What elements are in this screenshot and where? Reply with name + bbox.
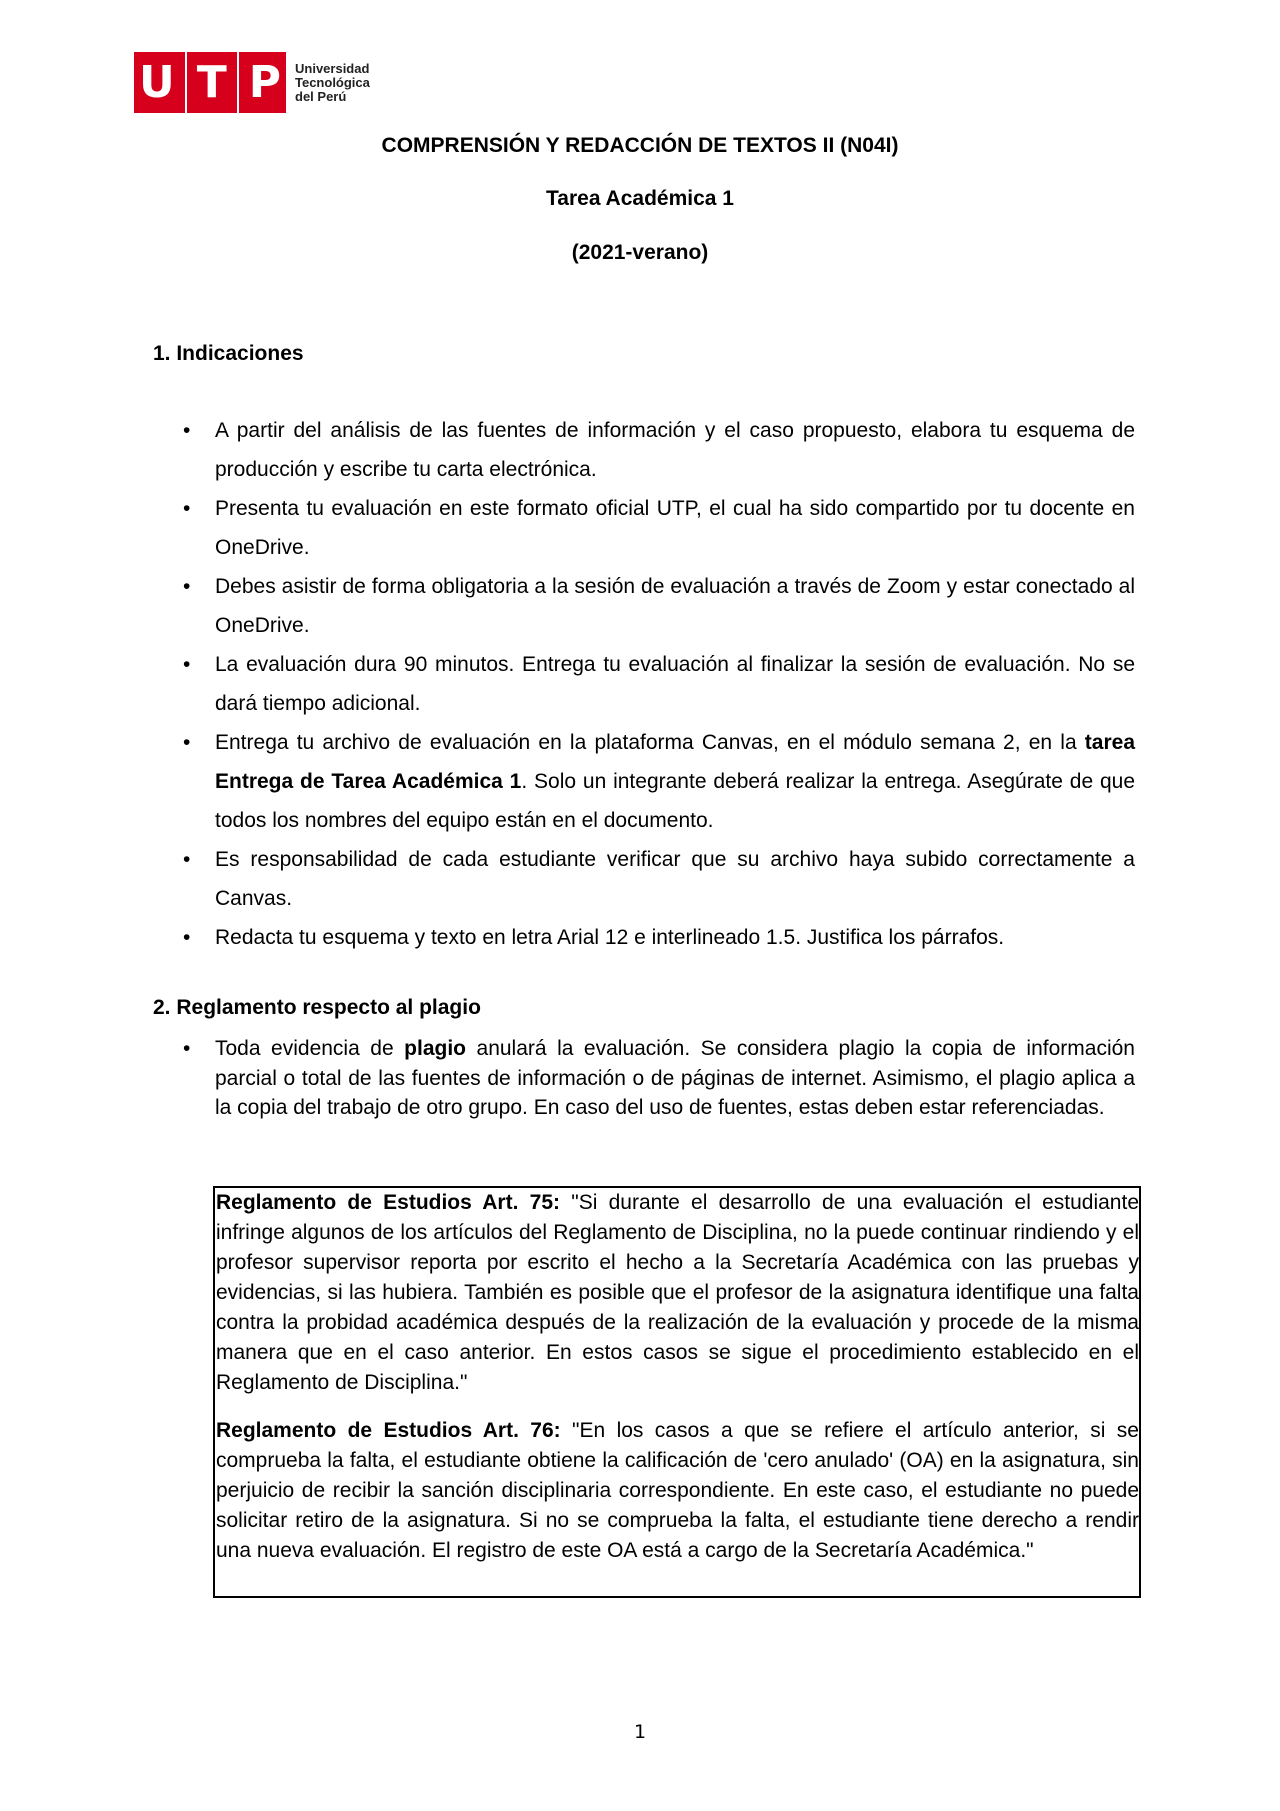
utp-logo-mark [134,52,286,113]
utp-logo-name [295,62,370,104]
indicaciones-list [153,411,1135,957]
article-text: "En los casos a que se refiere el artículo anterior, si se comprueba la falta, el estudiante obtiene la calificación de 'cero anulado' (OA) en la asignatura, sin perjuicio de recibir la sanción disciplinaria correspondiente. En este caso, el estudiante no puede solicitar retiro de la asignatura. Si no se comprueba la falta, el estudiante tiene derecho a rendir una nueva evaluación. El registro de este OA está a cargo de la Secretaría Académica." [216,1419,1139,1562]
logo-letter-p: P [248,56,281,108]
reglamento-article [216,1188,1139,1398]
list-item-text: . Solo un integrante deberá realizar la entrega. Asegúrate de que todos los nombres del equipo están en el documento. [215,770,1135,832]
article-text: "Si durante el desarrollo de una evaluación el estudiante infringe algunos de los artículos del Reglamento de Disciplina, no la puede continuar rindiendo y el profesor supervisor reporta por escrito el hecho a la Secretaría Académica con las pruebas y evidencias, si las hubiera. También es posible que el profesor de la asignatura identifique una falta contra la probidad académica después de la realización de la evaluación y procede de la misma manera que en el caso anterior. En estos casos se sigue el procedimiento establecido en el Reglamento de Disciplina." [216,1191,1139,1394]
plagio-list [153,1034,1135,1123]
course-title: COMPRENSIÓN Y REDACCIÓN DE TEXTOS II (N04I) [381,134,899,157]
term-label: (2021-verano) [571,241,709,264]
article-lead: Reglamento de Estudios Art. 75: [216,1191,561,1214]
article-lead: Reglamento de Estudios Art. 76: [216,1419,561,1442]
list-item-text: Toda evidencia de [215,1037,405,1060]
list-item: • Redacta tu esquema y texto en letra Arial 12 e interlineado 1.5. Justifica los párrafos. [153,918,1135,957]
list-item: • Debes asistir de forma obligatoria a la sesión de evaluación a través de Zoom y estar conectado al OneDrive. [153,567,1135,645]
section-heading-indicaciones: 1. Indicaciones [153,342,304,365]
logo-letter-u: U [139,56,175,108]
list-item-text: anulará la evaluación. Se considera plagio la copia de información parcial o total de las fuentes de información o de páginas de internet. Asimismo, el plagio aplica a la copia del trabajo de otro grupo. En caso del uso de fuentes, estas deben estar referenciadas. [215,1037,1135,1119]
logo-name-line: del Perú [295,88,347,104]
list-item-bold-text: tarea Entrega de Tarea Académica 1 [215,731,1135,793]
list-item-text: Entrega tu archivo de evaluación en la plataforma Canvas, en el módulo semana 2, en la [215,731,1085,754]
logo-letter-t: T [196,56,227,108]
list-item: • La evaluación dura 90 minutos. Entrega tu evaluación al finalizar la sesión de evaluación. No se dará tiempo adicional. [153,645,1135,723]
utp-logo [134,52,370,113]
list-item: • A partir del análisis de las fuentes de información y el caso propuesto, elabora tu esquema de producción y escribe tu carta electrónica. [153,411,1135,489]
logo-separator [185,52,187,113]
reglamento-article [216,1416,1139,1566]
list-item: • Es responsabilidad de cada estudiante verificar que su archivo haya subido correctamente a Canvas. [153,840,1135,918]
list-item [153,723,1135,840]
section-heading-plagio: 2. Reglamento respecto al plagio [153,996,481,1019]
assignment-title: Tarea Académica 1 [546,187,734,210]
page-number: 1 [633,1721,647,1743]
list-item: • Presenta tu evaluación en este formato oficial UTP, el cual ha sido compartido por tu docente en OneDrive. [153,489,1135,567]
reglamento-box [213,1186,1141,1598]
list-item-bold-text: plagio [404,1037,466,1060]
logo-name-line: Universidad [295,60,370,76]
logo-separator [237,52,239,113]
logo-name-line: Tecnológica [295,74,370,90]
list-item [153,1034,1135,1123]
